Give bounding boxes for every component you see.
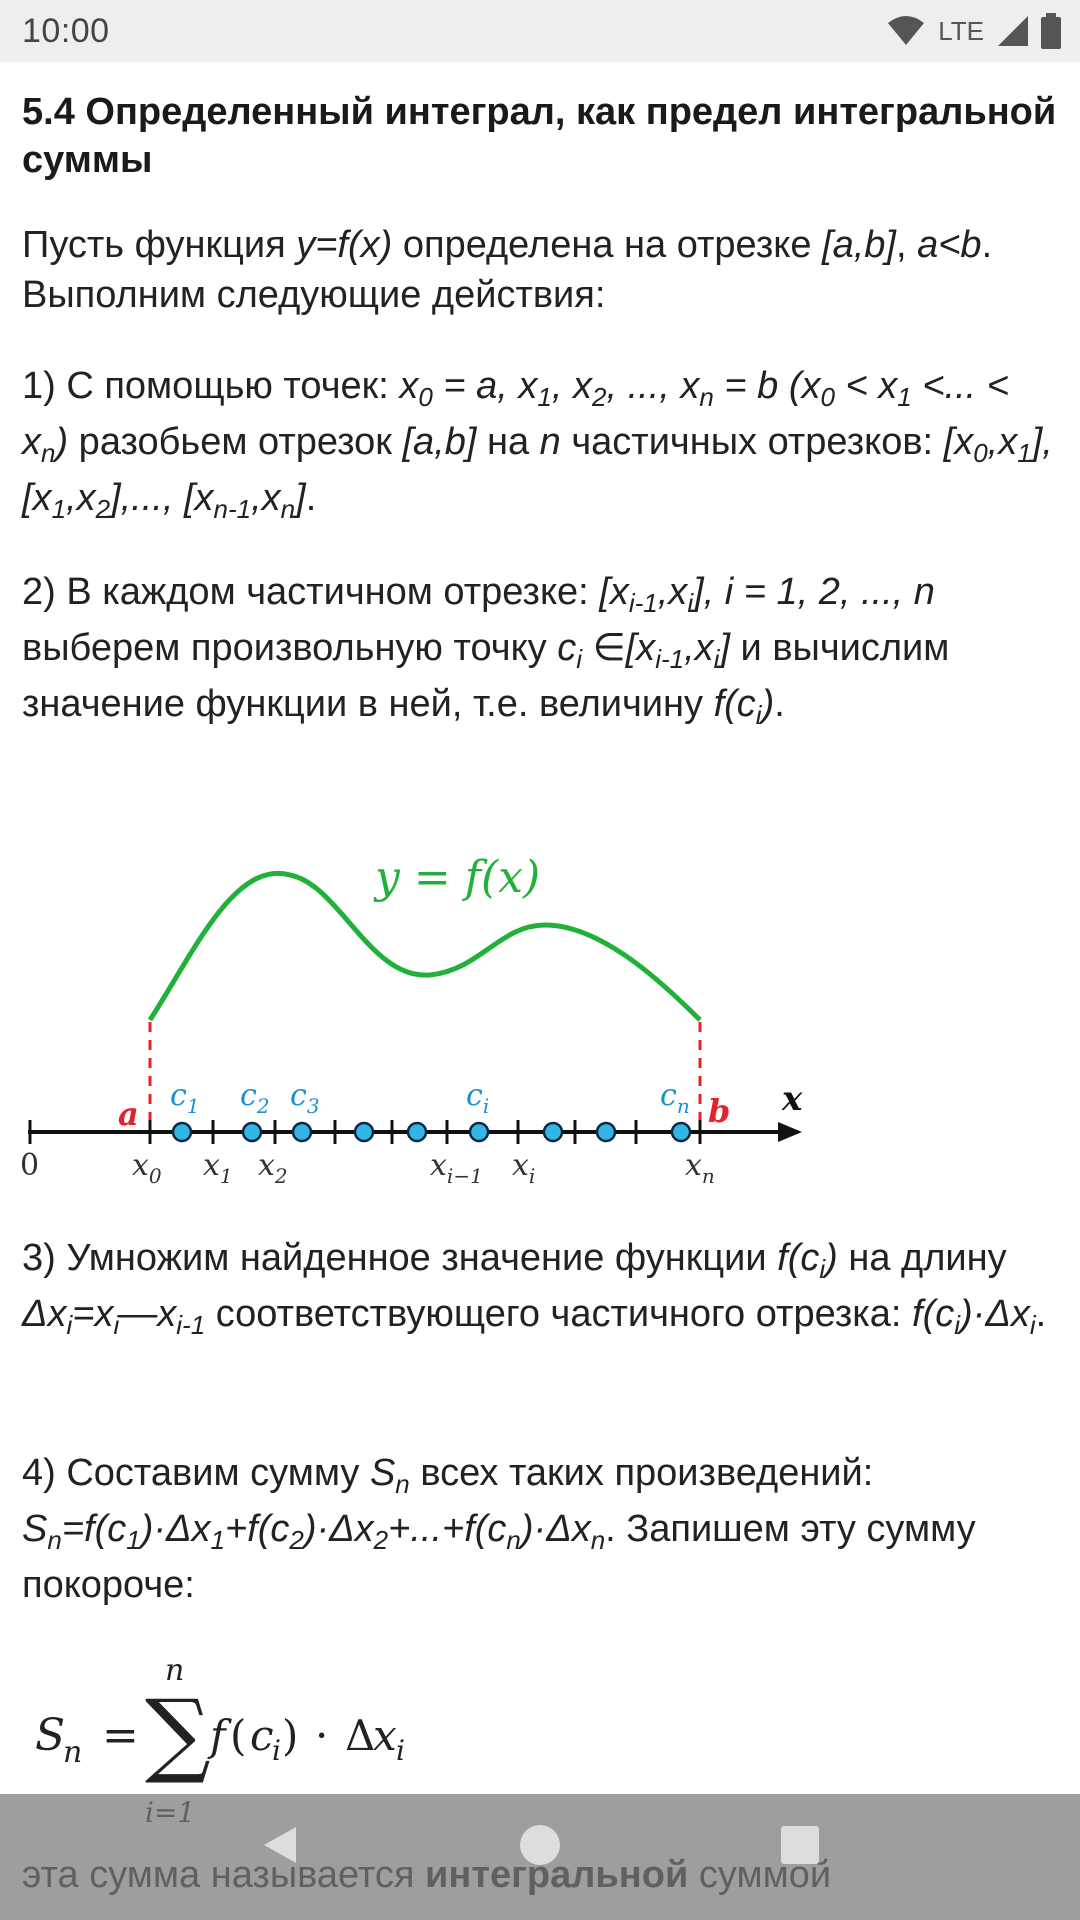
svg-text:xn: $x_n$ <box>685 1148 715 1188</box>
intro-paragraph <box>22 220 1062 320</box>
f-ci: $f(c_i)$ <box>713 683 775 730</box>
home-icon <box>518 1823 562 1867</box>
svg-text:(: ( <box>230 1711 247 1760</box>
svg-text:x2: $x_2$ <box>258 1148 288 1188</box>
intro-text: , <box>895 224 918 266</box>
step-text: 2) В каждом частичном отрезке: <box>22 571 600 613</box>
svg-text:c3: $c_3$ <box>290 1078 320 1118</box>
svg-text:=: = <box>102 1710 139 1761</box>
a-label: a <box>118 1095 139 1133</box>
product-term: $f(c_i)\cdot\Delta x_i$ <box>912 1293 1036 1340</box>
svg-text:cn: $c_n$ <box>660 1078 690 1118</box>
axis-x-label: x <box>782 1079 803 1119</box>
svg-text:Δ: Δ <box>345 1711 376 1760</box>
svg-text:n: n <box>63 1735 83 1770</box>
partition-points: $x_0 = a$, $x_1$, $x_2$, ..., $x_n = b$ ($x_0 < x_1$ <... < $x_n$) <box>22 365 1009 468</box>
point-ci: $c_i$ $\in[x_{i-1},x_i]$ <box>557 627 730 674</box>
svg-text:x1: $x_1$ <box>203 1148 233 1188</box>
article-content <box>22 62 1062 732</box>
step-text: 3) Умножим найденное значение функции <box>22 1237 778 1279</box>
sum-upper-limit: n <box>165 1653 185 1688</box>
battery-icon <box>1040 13 1062 49</box>
step-text: выберем произвольную точку <box>22 627 558 669</box>
navigation-bar <box>0 1794 1080 1920</box>
sum-sn: $S_n$ <box>369 1452 410 1499</box>
svg-text:·: · <box>315 1711 329 1760</box>
signal-icon <box>996 14 1030 48</box>
partition-labels <box>132 1148 715 1188</box>
recents-icon <box>778 1823 822 1867</box>
intro-text: . Выполним следующие действия: <box>22 224 993 316</box>
svg-text:): ) <box>282 1711 299 1760</box>
axis-arrow <box>778 1122 802 1142</box>
n-variable: n <box>539 421 561 463</box>
svg-text:ci: $c_i$ <box>466 1078 490 1118</box>
recents-button[interactable] <box>770 1815 830 1875</box>
step-text: . Запишем эту сумму покороче: <box>22 1508 976 1606</box>
wifi-icon <box>886 15 926 47</box>
origin-label: 0 <box>20 1148 40 1183</box>
curve-label: y = f(x) <box>375 852 541 903</box>
step-text: частичных отрезков: <box>560 421 944 463</box>
step-text: соответствующего частичного отрезка: <box>205 1293 913 1335</box>
point-labels <box>170 1078 690 1118</box>
step-text: и вычислим значение функции в ней, т.е. величину <box>22 627 950 725</box>
step-text: на <box>476 421 540 463</box>
step-text: разобьем отрезок <box>68 421 403 463</box>
step-text: всех таких произведений: <box>409 1452 874 1494</box>
step-3: 3) Умножим найденное значение функции $f(c_i)$ на длину $\Delta x_i=x_i—x_{i-1}$ соответствующего частичного отрезка: $f(c_i)\cdot\Delta x_i$. <box>22 1237 1047 1340</box>
step-4 <box>22 1445 1062 1613</box>
svg-text:c1: $c_1$ <box>170 1078 200 1118</box>
intro-text: Пусть функция <box>22 224 297 266</box>
formula-lhs: S <box>35 1710 66 1761</box>
b-label: b <box>708 1092 731 1130</box>
step-text: 1) С помощью точек: <box>22 365 400 407</box>
inequality: a<b <box>917 224 982 266</box>
home-button[interactable] <box>510 1815 570 1875</box>
step-text: на длину <box>837 1237 1007 1279</box>
step-text: 4) Составим сумму <box>22 1452 370 1494</box>
riemann-partition-diagram <box>0 830 820 1200</box>
back-button[interactable] <box>250 1815 310 1875</box>
step-2: 2) В каждом частичном отрезке: $[x_{i-1},x_i]$, i = 1, 2, ..., n выберем произвольную точку $c_i$ $\in[x_{i-1},x_i]$ и вычислим значение функции в ней, т.е. величину $f(c_i)$. <box>22 571 950 730</box>
page-title: 5.4 Определенный интеграл, как предел интегральной суммы <box>22 91 1057 181</box>
network-label: LTE <box>938 15 984 46</box>
step-1: 1) С помощью точек: $x_0 = a$, $x_1$, $x_2$, ..., $x_n = b$ ($x_0 < x_1$ <... < $x_n$) разобьем отрезок [a,b] на n частичных отрезков: $[x_0,x_1]$, $[x_1,x_2]$,..., $[x_{n-1},x_n]$. <box>22 365 1053 524</box>
back-icon <box>258 1823 302 1867</box>
svg-text:c: c <box>250 1711 274 1760</box>
svg-text:i: i <box>272 1734 281 1767</box>
function-def: y=f(x) <box>296 224 393 266</box>
interval: [a,b] <box>822 224 896 266</box>
svg-text:xi−1: $x_{i-1}$ <box>430 1148 483 1188</box>
subinterval-i: $[x_{i-1},x_i]$, i = 1, 2, ..., n <box>599 571 935 618</box>
sum-expansion: $S_n=f(c_1)\cdot\Delta x_1+f(c_2)\cdot\Delta x_2+...+f(c_n)\cdot\Delta x_n$ <box>22 1508 606 1555</box>
status-bar <box>0 0 1080 62</box>
interval: [a,b] <box>402 421 477 463</box>
subintervals: $[x_0,x_1]$, $[x_1,x_2]$,..., $[x_{n-1},x_n]$ <box>22 421 1053 524</box>
svg-text:f: f <box>210 1711 226 1760</box>
svg-text:x: x <box>373 1711 397 1760</box>
status-time: 10:00 <box>22 11 110 50</box>
delta-xi: $\Delta x_i=x_i—x_{i-1}$ <box>22 1293 206 1340</box>
svg-text:i: i <box>396 1734 405 1767</box>
svg-text:x0: $x_0$ <box>132 1148 162 1188</box>
svg-text:c2: $c_2$ <box>240 1078 270 1118</box>
svg-text:xi: $x_i$ <box>512 1148 536 1188</box>
f-ci: $f(c_i)$ <box>777 1237 838 1284</box>
svg-text:∑: ∑ <box>145 1680 211 1787</box>
status-icons <box>886 13 1062 49</box>
intro-text: определена на отрезке <box>392 224 823 266</box>
